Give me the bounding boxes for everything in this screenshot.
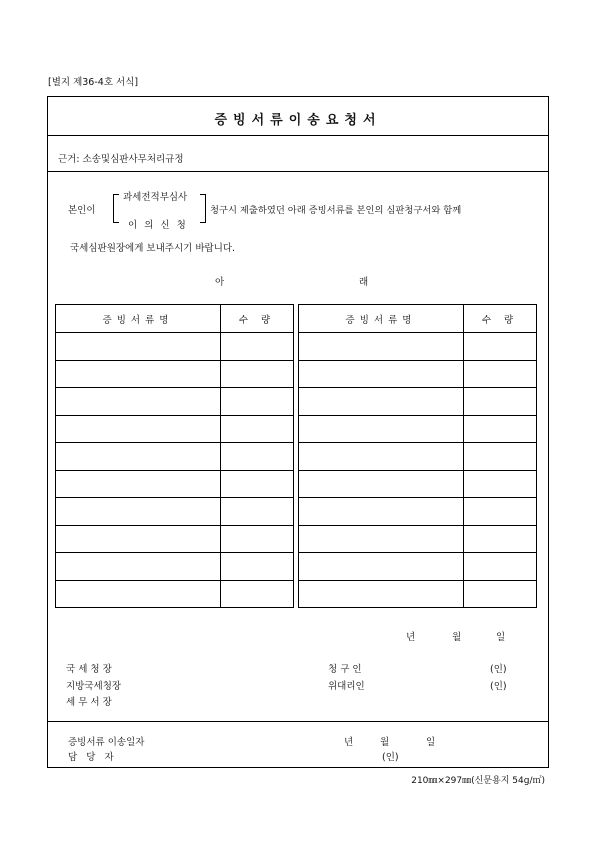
divider [48,171,548,172]
table-row [56,498,294,526]
form-number: [별지 제36-4호 서식] [48,77,139,88]
quantity-cell[interactable] [221,415,294,443]
quantity-cell[interactable] [221,360,294,388]
recipient-national-tax-service: 국 세 청 장 [66,664,112,675]
transfer-year: 년 [344,737,354,748]
doc-name-cell[interactable] [299,525,464,553]
table-row [56,443,294,471]
doc-name-cell[interactable] [56,525,221,553]
quantity-cell[interactable] [221,470,294,498]
doc-name-cell[interactable] [56,333,221,361]
divider [48,135,548,136]
date-year: 년 [406,632,416,643]
body-prefix: 본인이 [68,205,96,216]
doc-name-cell[interactable] [56,498,221,526]
doc-name-cell[interactable] [299,443,464,471]
quantity-cell[interactable] [464,333,537,361]
table-row [56,525,294,553]
table-row [299,388,537,416]
doc-name-cell[interactable] [56,553,221,581]
quantity-cell[interactable] [221,333,294,361]
table-row [299,525,537,553]
document-table-right [298,304,537,608]
recipient-tax-office: 세 무 서 장 [66,697,112,708]
doc-name-cell[interactable] [299,498,464,526]
doc-name-cell[interactable] [56,415,221,443]
regulation-basis: 근거: 소송및심판사무처리규정 [58,154,184,165]
paper-spec: 210㎜×297㎜(신문용지 54g/㎡) [411,776,545,786]
agent-label: 위대리인 [328,681,365,692]
quantity-cell[interactable] [464,470,537,498]
form-title: 증빙서류이송요청서 [214,113,382,128]
option-pre-assessment-review: 과세전적부심사 [123,192,188,203]
transfer-month: 월 [380,737,390,748]
officer-seal: (인) [382,752,399,763]
form-frame [47,96,549,768]
table-row [299,333,537,361]
transfer-date-label: 증빙서류 이송일자 [68,737,145,748]
doc-name-cell[interactable] [56,470,221,498]
table-row [299,553,537,581]
date-month: 월 [452,632,462,643]
option-bracket-right [200,194,206,223]
claimant-label: 청 구 인 [328,664,362,675]
quantity-cell[interactable] [464,498,537,526]
quantity-cell[interactable] [464,525,537,553]
table-row [56,580,294,608]
doc-name-cell[interactable] [56,443,221,471]
option-bracket-left [113,194,119,223]
below-heading-left: 아 [215,277,225,288]
officer-label: 담 당 자 [68,752,114,763]
column-quantity: 수 량 [464,305,537,333]
quantity-cell[interactable] [464,388,537,416]
body-line-1: 청구시 제출하였던 아래 증빙서류를 본인의 심판청구서와 함께 [210,205,462,216]
table-row [56,388,294,416]
claimant-seal: (인) [490,664,507,675]
doc-name-cell[interactable] [299,388,464,416]
quantity-cell[interactable] [464,553,537,581]
below-heading-right: 래 [359,277,369,288]
quantity-cell[interactable] [221,443,294,471]
quantity-cell[interactable] [221,498,294,526]
table-row [56,553,294,581]
transfer-day: 일 [426,737,436,748]
table-row [299,443,537,471]
document-table-left [55,304,294,608]
doc-name-cell[interactable] [299,470,464,498]
quantity-cell[interactable] [221,525,294,553]
doc-name-cell[interactable] [56,388,221,416]
doc-name-cell[interactable] [299,333,464,361]
column-quantity: 수 량 [221,305,294,333]
table-row [299,360,537,388]
doc-name-cell[interactable] [56,580,221,608]
doc-name-cell[interactable] [299,580,464,608]
table-row [299,415,537,443]
table-row [299,470,537,498]
body-line-2: 국세심판원장에게 보내주시기 바랍니다. [70,243,236,254]
recipient-regional-tax-office: 지방국세청장 [66,681,122,692]
table-row [56,470,294,498]
quantity-cell[interactable] [464,580,537,608]
column-doc-name: 증빙서류명 [56,305,221,333]
option-objection: 이 의 신 청 [128,220,188,231]
quantity-cell[interactable] [221,553,294,581]
doc-name-cell[interactable] [56,360,221,388]
quantity-cell[interactable] [221,580,294,608]
table-row [56,333,294,361]
table-row [299,580,537,608]
quantity-cell[interactable] [464,360,537,388]
doc-name-cell[interactable] [299,553,464,581]
quantity-cell[interactable] [464,443,537,471]
quantity-cell[interactable] [221,388,294,416]
column-doc-name: 증빙서류명 [299,305,464,333]
table-row [56,360,294,388]
doc-name-cell[interactable] [299,360,464,388]
table-row [56,415,294,443]
agent-seal: (인) [490,681,507,692]
quantity-cell[interactable] [464,415,537,443]
divider [48,721,548,722]
table-row [299,498,537,526]
doc-name-cell[interactable] [299,415,464,443]
date-day: 일 [496,632,506,643]
